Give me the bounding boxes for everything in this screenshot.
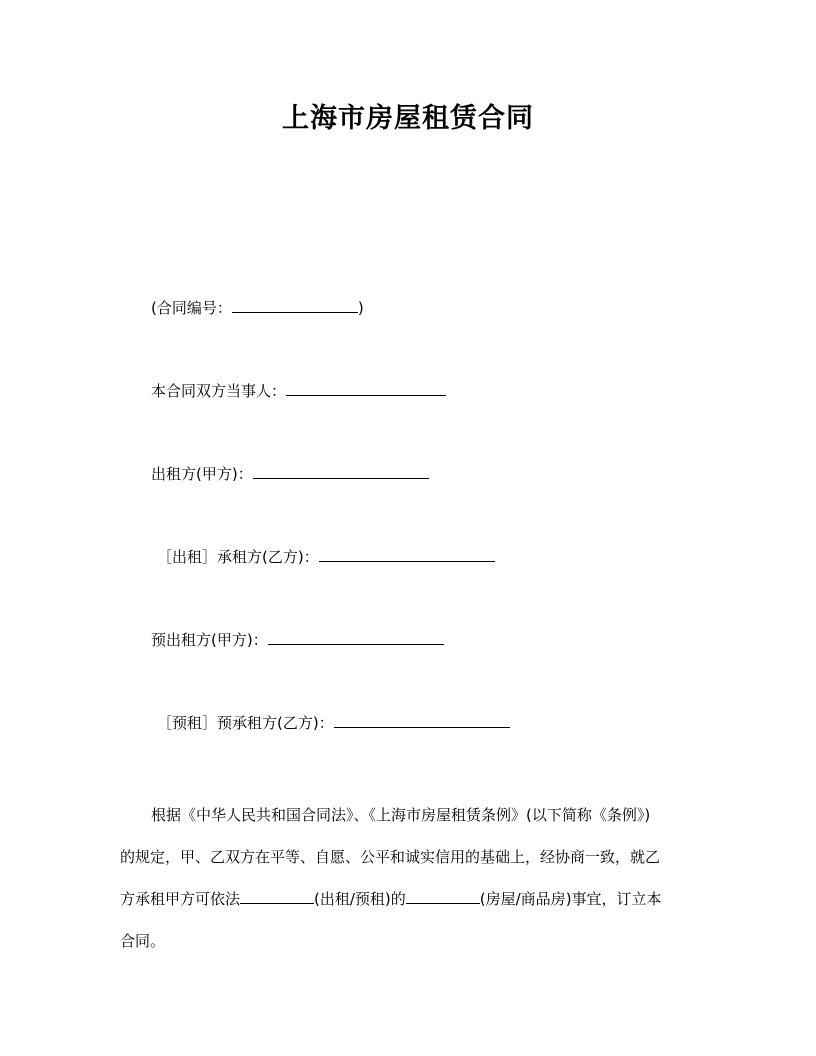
pre-lessor-label: 预出租方(甲方)： (151, 631, 268, 649)
lease-type-blank[interactable] (240, 889, 314, 904)
lessor-line (151, 464, 429, 484)
property-type-blank[interactable] (406, 889, 480, 904)
preamble-line-2: 的规定，甲、乙双方在平等、自愿、公平和诚实信用的基础上，经协商一致，就乙 (120, 848, 661, 866)
document-title: 上海市房屋租赁合同 (282, 103, 534, 134)
preamble-line-3 (120, 878, 700, 920)
pre-lessee-label: ［预租］预承租方(乙方)： (157, 714, 334, 732)
preamble-paragraph (120, 794, 700, 962)
parties-line (151, 381, 446, 401)
lessee-label: ［出租］承租方(乙方)： (157, 548, 319, 566)
lessor-label: 出租方(甲方)： (151, 465, 253, 483)
parties-label: 本合同双方当事人： (151, 382, 287, 400)
preamble-line-3-end: (房屋/商品房)事宜，订立本 (479, 890, 662, 908)
lessee-blank[interactable] (319, 547, 495, 562)
parties-blank[interactable] (286, 381, 446, 396)
pre-lessee-line (157, 713, 510, 733)
pre-lessee-blank[interactable] (334, 713, 510, 728)
contract-number-label: (合同编号： (151, 299, 232, 317)
contract-number-blank[interactable] (232, 298, 358, 313)
lessee-line (157, 547, 495, 567)
contract-number-line (151, 298, 364, 318)
lessor-blank[interactable] (253, 464, 429, 479)
pre-lessor-blank[interactable] (268, 630, 444, 645)
pre-lessor-line (151, 630, 444, 650)
contract-number-close: ) (357, 299, 364, 317)
preamble-line-3-start: 方承租甲方可依法 (120, 890, 241, 908)
preamble-line-1: 根据《中华人民共和国合同法》、《上海市房屋租赁条例》(以下简称《条例》) (151, 806, 651, 824)
preamble-line-4: 合同。 (120, 932, 166, 950)
preamble-line-3-middle: (出租/预租)的 (314, 890, 406, 908)
